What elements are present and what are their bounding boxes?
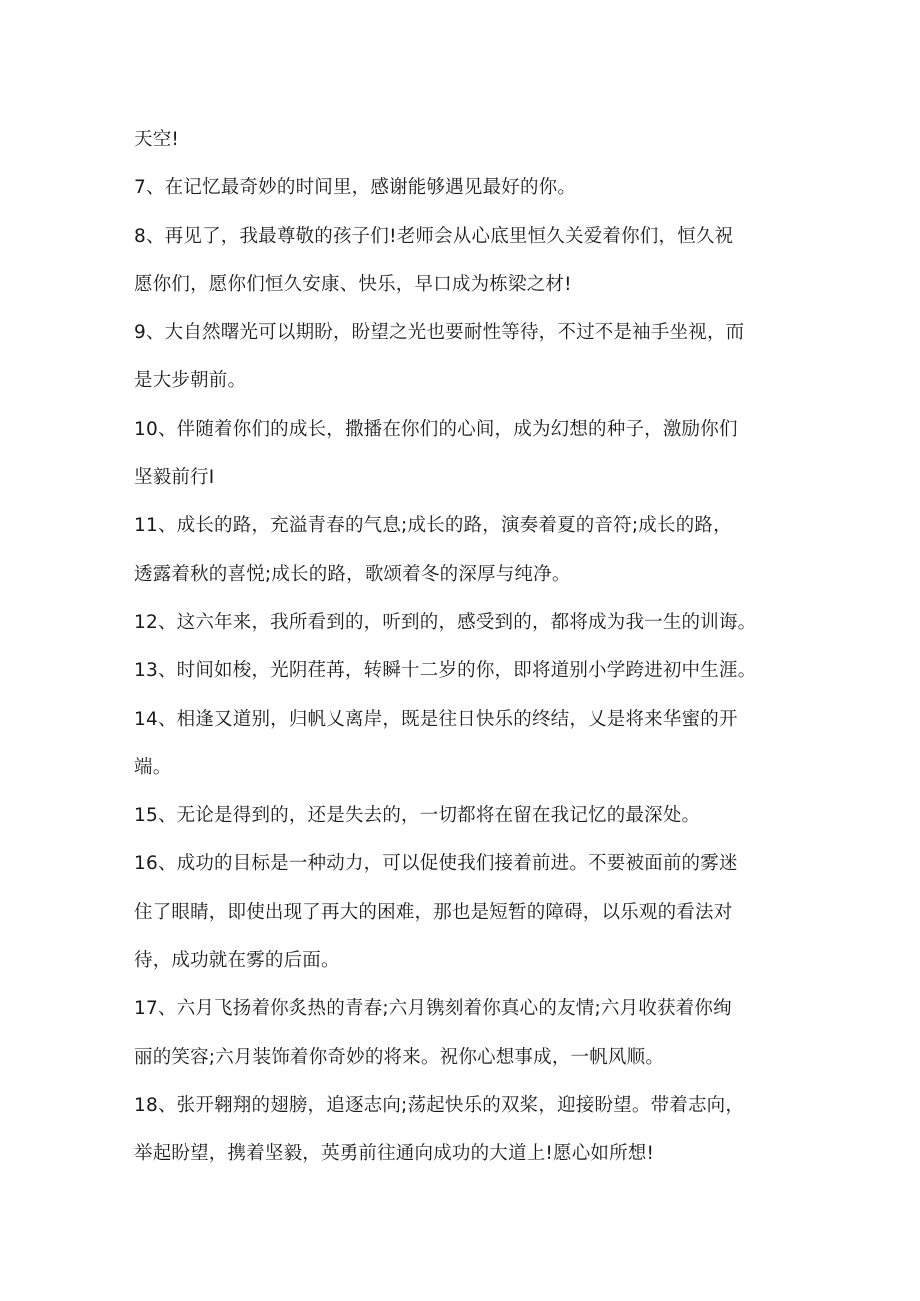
text-line: 18、张开翱翔的翅膀，追逐志向;荡起快乐的双桨，迎接盼望。带着志向， (134, 1094, 745, 1116)
text-line: 11、成长的路，充溢青春的气息;成长的路，演奏着夏的音符;成长的路， (134, 515, 732, 537)
text-line: 是大步朝前。 (134, 370, 247, 392)
text-line: 9、大自然曙光可以期盼，盼望之光也要耐性等待，不过不是袖手坐视，而 (134, 322, 745, 344)
text-line: 14、相逢又道别，归帆乂离岸，既是往日快乐的终结，乂是将来华蜜的开 (134, 708, 738, 730)
text-line: 8、再见了，我最尊敬的孩子们!老师会从心底里恒久关爱着你们，恒久祝 (134, 225, 734, 247)
text-line: 10、伴随着你们的成长，撒播在你们的心间，成为幻想的种子，激励你们 (134, 418, 738, 440)
document-body (134, 116, 794, 1179)
text-line: 13、时间如梭，光阴荏苒，转瞬十二岁的你，即将道别小学跨进初中生涯。 (134, 660, 757, 682)
text-line: 举起盼望，携着坚毅，英勇前往通向成功的大道上!愿心如所想! (134, 1143, 655, 1165)
text-line: 待，成功就在雾的后面。 (134, 950, 340, 972)
text-line: 坚毅前行I (134, 467, 215, 489)
text-line: 17、六月飞扬着你炙热的青春;六月镌刻着你真心的友情;六月收获着你绚 (134, 998, 732, 1020)
text-line: 15、无论是得到的，还是失去的，一切都将在留在我记忆的最深处。 (134, 805, 701, 827)
text-line: 丽的笑容;六月装饰着你奇妙的将来。祝你心想事成，一帆风顺。 (134, 1046, 665, 1068)
text-line: 透露着秋的喜悦;成长的路，歌颂着冬的深厚与纯净。 (134, 563, 571, 585)
text-line: 16、成功的目标是一种动力，可以促使我们接着前进。不要被面前的雾迷 (134, 853, 738, 875)
text-line: 端。 (134, 756, 172, 778)
text-line: 天空! (134, 129, 180, 150)
text-line: 7、在记忆最奇妙的时间里，感谢能够遇见最好的你。 (134, 177, 577, 199)
text-line: 住了眼睛，即使出现了再大的困难，那也是短暂的障碍，以乐观的看法对 (134, 901, 733, 923)
text-line: 12、这六年来，我所看到的，听到的，感受到的，都将成为我一生的训诲。 (134, 611, 757, 633)
text-line: 愿你们，愿你们恒久安康、快乐，早口成为栋梁之材! (134, 273, 572, 295)
